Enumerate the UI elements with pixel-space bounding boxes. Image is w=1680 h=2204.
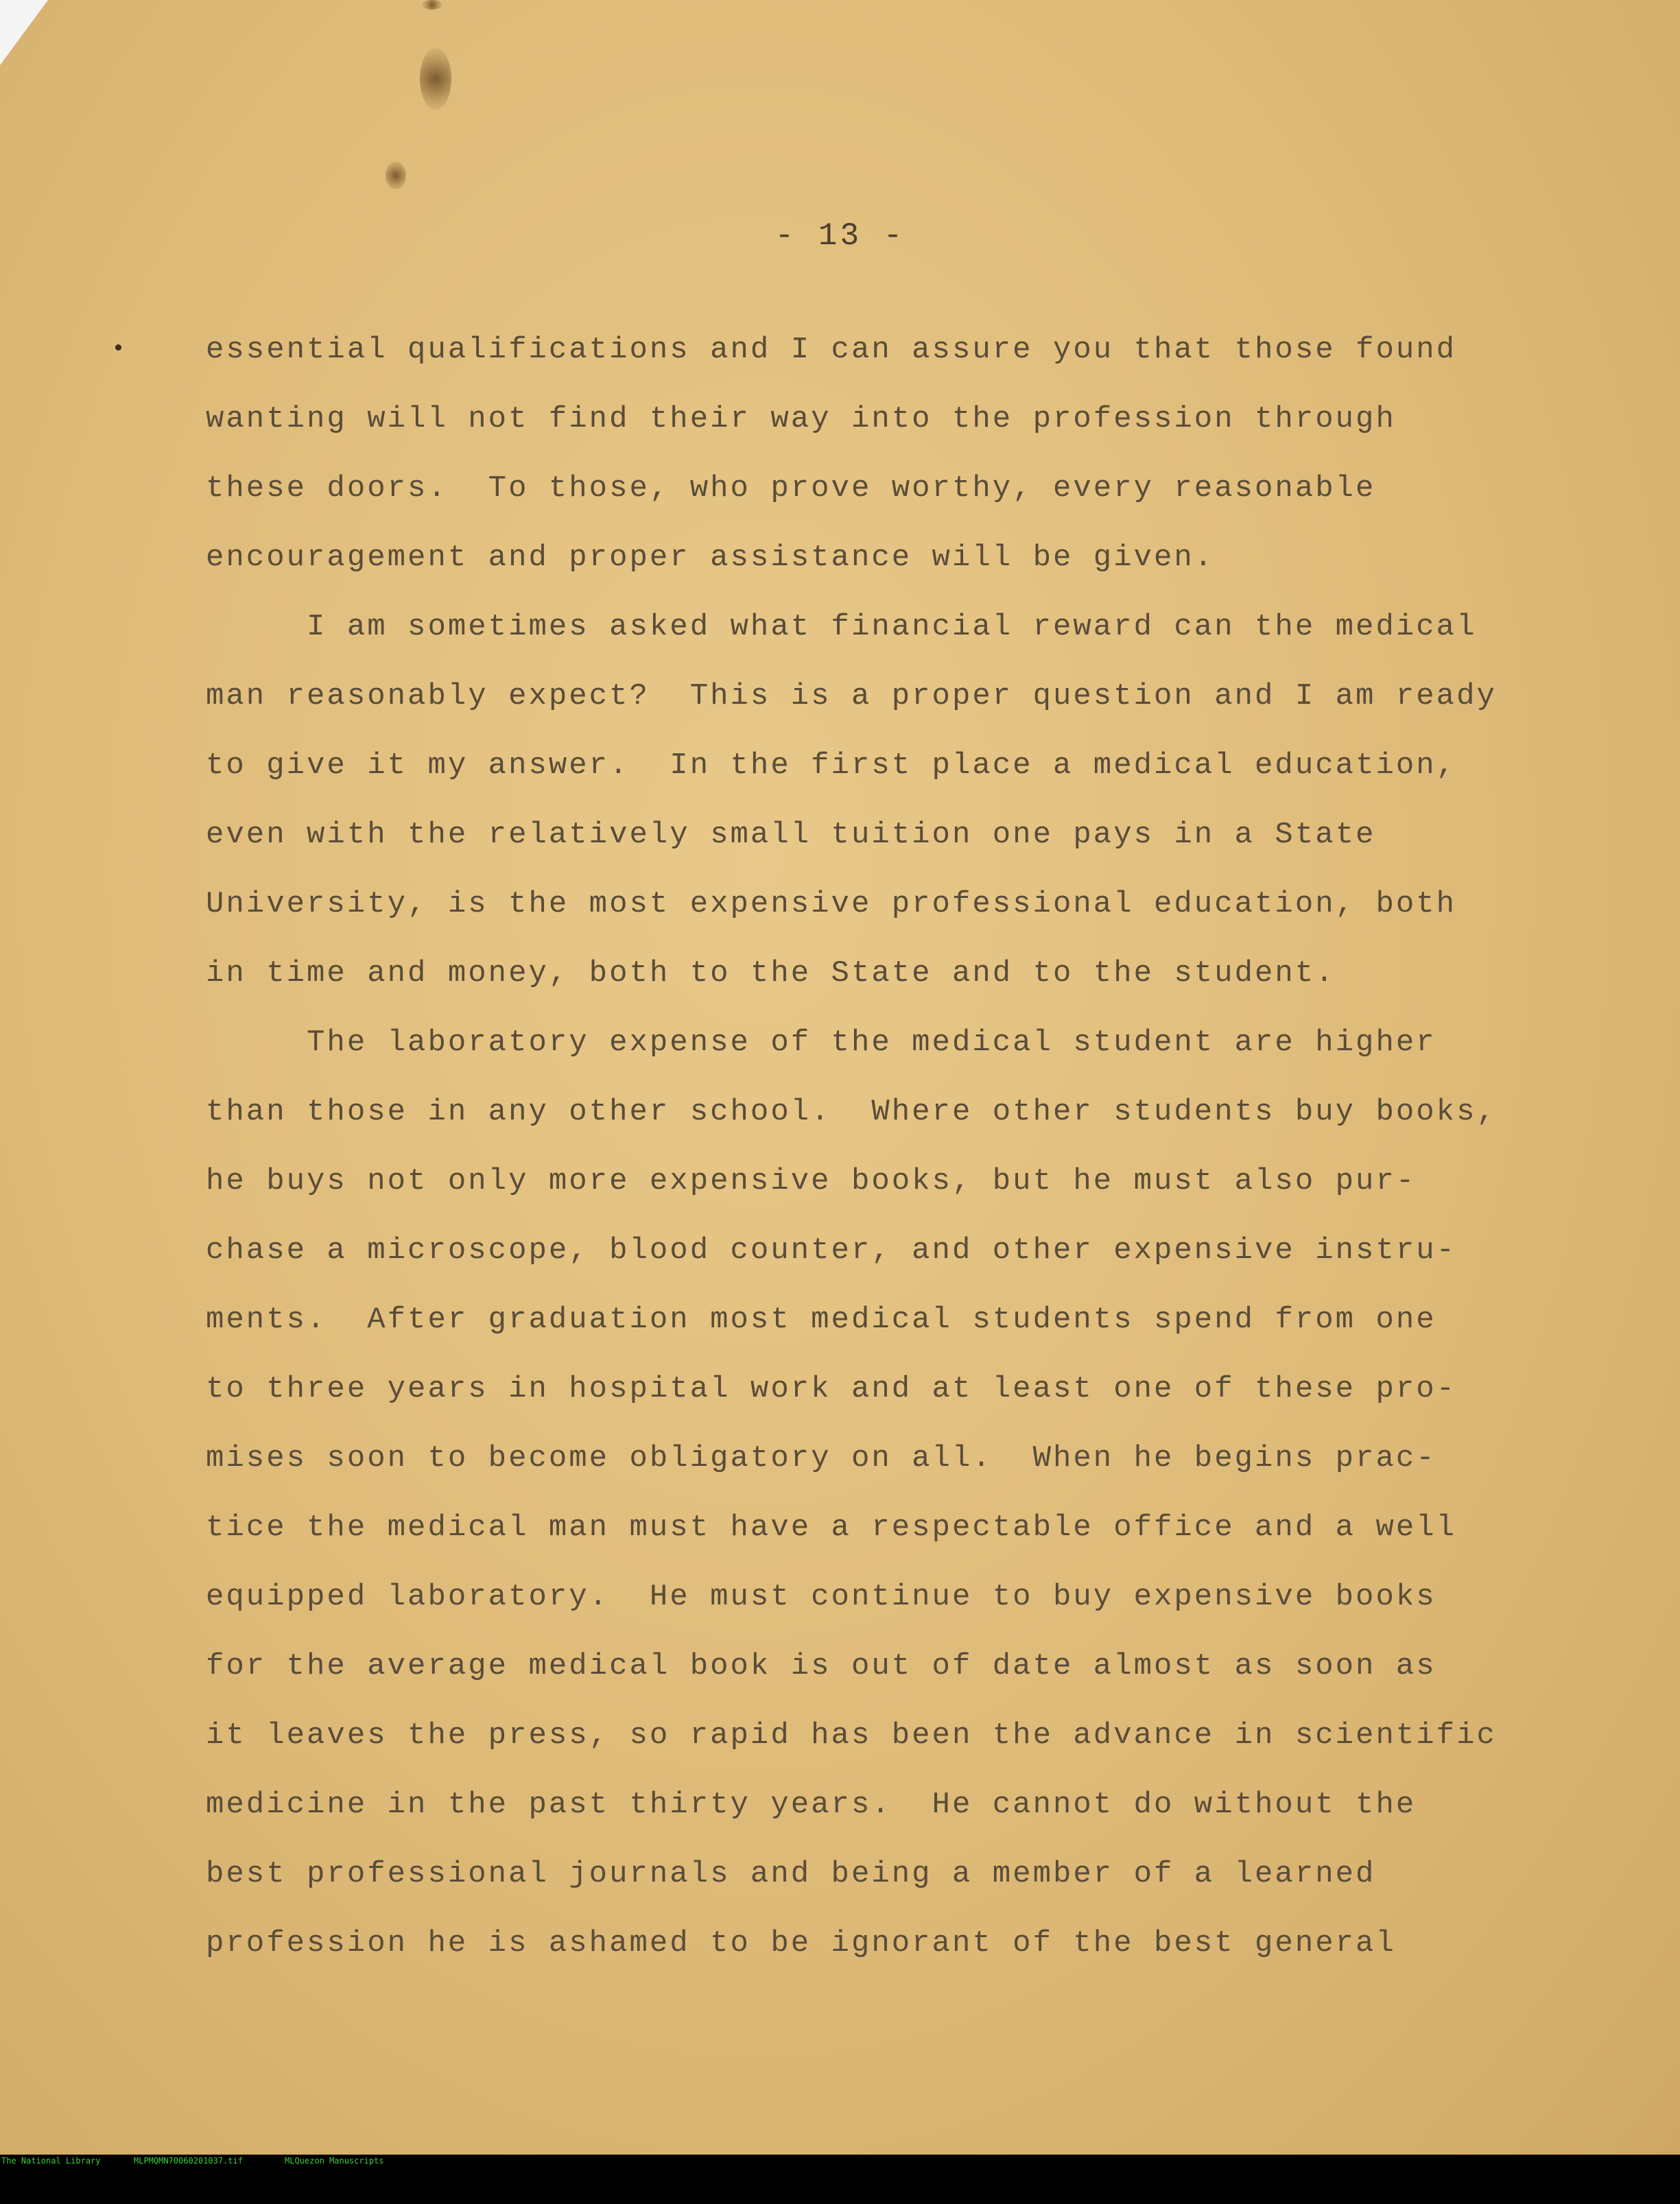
text-line: wanting will not find their way into the profession through <box>206 402 1396 436</box>
text-line: University, is the most expensive professional education, both <box>206 887 1457 921</box>
text-line: to give it my answer. In the first place a medical education, <box>206 748 1457 783</box>
footer-collection: MLQuezon Manuscripts <box>285 2156 384 2166</box>
footer-filename: MLPMQMN70060201037.tif <box>134 2156 243 2166</box>
ink-stain <box>420 48 451 110</box>
ink-stain <box>422 0 442 10</box>
text-line: these doors. To those, who prove worthy, every reasonable <box>206 471 1376 506</box>
text-line: essential qualifications and I can assure you that those found <box>206 333 1457 367</box>
text-line: I am sometimes asked what financial reward can the medical <box>206 610 1477 644</box>
scan-footer <box>0 2155 1680 2167</box>
text-line: tice the medical man must have a respectable office and a well <box>206 1510 1457 1545</box>
torn-corner <box>0 0 48 65</box>
text-line: in time and money, both to the State and to the student. <box>206 956 1336 991</box>
text-line: ments. After graduation most medical students spend from one <box>206 1303 1436 1337</box>
text-line: medicine in the past thirty years. He cannot do without the <box>206 1788 1417 1822</box>
ink-stain <box>386 162 406 189</box>
text-line: man reasonably expect? This is a proper question and I am ready <box>206 679 1497 713</box>
text-line: profession he is ashamed to be ignorant of the best general <box>206 1926 1396 1960</box>
text-line: The laboratory expense of the medical student are higher <box>206 1026 1436 1060</box>
text-line: encouragement and proper assistance will be given. <box>206 541 1215 575</box>
text-line: chase a microscope, blood counter, and other expensive instru- <box>206 1233 1457 1268</box>
text-line: to three years in hospital work and at least one of these pro- <box>206 1372 1457 1406</box>
text-line: even with the relatively small tuition one pays in a State <box>206 818 1376 852</box>
typed-text-body <box>206 316 1564 1978</box>
margin-mark <box>115 344 121 351</box>
text-line: he buys not only more expensive books, but he must also pur- <box>206 1164 1417 1198</box>
text-line: best professional journals and being a member of a learned <box>206 1857 1376 1891</box>
text-line: mises soon to become obligatory on all. When he begins prac- <box>206 1441 1436 1476</box>
page-number: - 13 - <box>774 218 906 254</box>
text-line: for the average medical book is out of date almost as soon as <box>206 1649 1436 1683</box>
text-line: than those in any other school. Where other students buy books, <box>206 1095 1497 1129</box>
text-line: it leaves the press, so rapid has been the advance in scientific <box>206 1718 1497 1753</box>
footer-library: The National Library <box>1 2156 101 2166</box>
text-line: equipped laboratory. He must continue to buy expensive books <box>206 1580 1436 1614</box>
